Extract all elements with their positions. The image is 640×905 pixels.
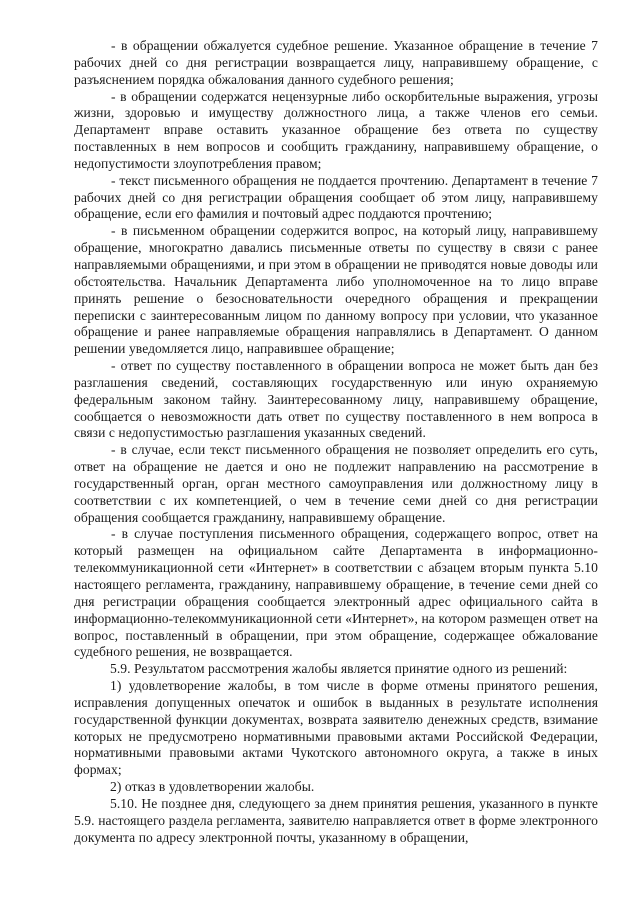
paragraph-decision-refuse: 2) отказ в удовлетворении жалобы. — [110, 779, 315, 795]
paragraph-state-secret: - ответ по существу поставленного в обращении вопроса не может быть дан без разглашения сведений, составляющих государственную или иную охраняемую федеральным законом тайну. Заинтересованному лицу, направившему обращение, сообщается о невозможности дать ответ по существу поставленного в нем вопроса в связи с недопустимостью разглашения указанных сведений. — [74, 358, 598, 441]
paragraph-court-decision: - в обращении обжалуется судебное решение. Указанное обращение в течение 7 рабочих дней со дня регистрации возвращается лицу, направившему обращение, с разъяснением порядка обжалования данного судебного решения; — [74, 38, 598, 87]
paragraph-section-5-9: 5.9. Результатом рассмотрения жалобы является принятие одного из решений: — [110, 661, 568, 677]
paragraph-answer-published: - в случае поступления письменного обращения, содержащего вопрос, ответ на который размещен на официальном сайте Департамента в информационно-телекоммуникационной сети «Интернет» в соответствии с абзацем вторым пункта 5.10 настоящего регламента, гражданину, направившему обращение, в течение семи дней со дня регистрации обращения сообщается электронный адрес официального сайта в информационно-телекоммуникационной сети «Интернет», на котором размещен ответ на вопрос, поставленный в обращении, при этом обращение, содержащее обжалование судебного решения, не возвращается. — [74, 526, 598, 660]
paragraph-section-5-10: 5.10. Не позднее дня, следующего за днем принятия решения, указанного в пункте 5.9. настоящего раздела регламента, заявителю направляется ответ в форме электронного документа по адресу электронной почты, указанному в обращении, — [74, 795, 598, 845]
paragraph-unreadable-text: - текст письменного обращения не поддается прочтению. Департамент в течение 7 рабочих дней со дня регистрации обращения сообщает об этом лицу, направившему обращение, если его фамилия и почтовый адрес поддаются прочтению; — [74, 172, 598, 222]
document-page — [74, 38, 598, 847]
paragraph-obscene-language: - в обращении содержатся нецензурные либо оскорбительные выражения, угрозы жизни, здоровью и имуществу должностного лица, а также членов его семьи. Департамент вправе оставить указанное обращение без ответа по существу поставленных в нем вопросов и сообщить гражданину, направившему обращение, о недопустимости злоупотребления правом; — [74, 88, 598, 171]
paragraph-decision-satisfy: 1) удовлетворение жалобы, в том числе в форме отмены принятого решения, исправления допущенных опечаток и ошибок в выданных в результате исполнения государственной функции документах, возврата заявителю денежных средств, взимание которых не предусмотрено нормативными правовыми актами Российской Федерации, нормативными правовыми актами Чукотского автономного округа, а также в иных формах; — [74, 678, 598, 778]
paragraph-repeated-question: - в письменном обращении содержится вопрос, на который лицу, направившему обращение, многократно давались письменные ответы по существу в связи с ранее направляемыми обращениями, и при этом в обращении не приводятся новые доводы или обстоятельства. Начальник Департамента либо уполномоченное на то лицо вправе принять решение о безосновательности очередного обращения и прекращении переписки с заинтересованным лицом по данному вопросу при условии, что указанное обращение и ранее направляемые обращения направлялись в Департамент. О данном решении уведомляется лицо, направившее обращение; — [74, 223, 598, 357]
paragraph-undefined-essence: - в случае, если текст письменного обращения не позволяет определить его суть, ответ на обращение не дается и оно не подлежит направлению на рассмотрение в государственный орган, орган местного самоуправления или должностному лицу в соответствии с их компетенцией, о чем в течение семи дней со дня регистрации обращения сообщается гражданину, направившему обращение. — [74, 442, 598, 525]
